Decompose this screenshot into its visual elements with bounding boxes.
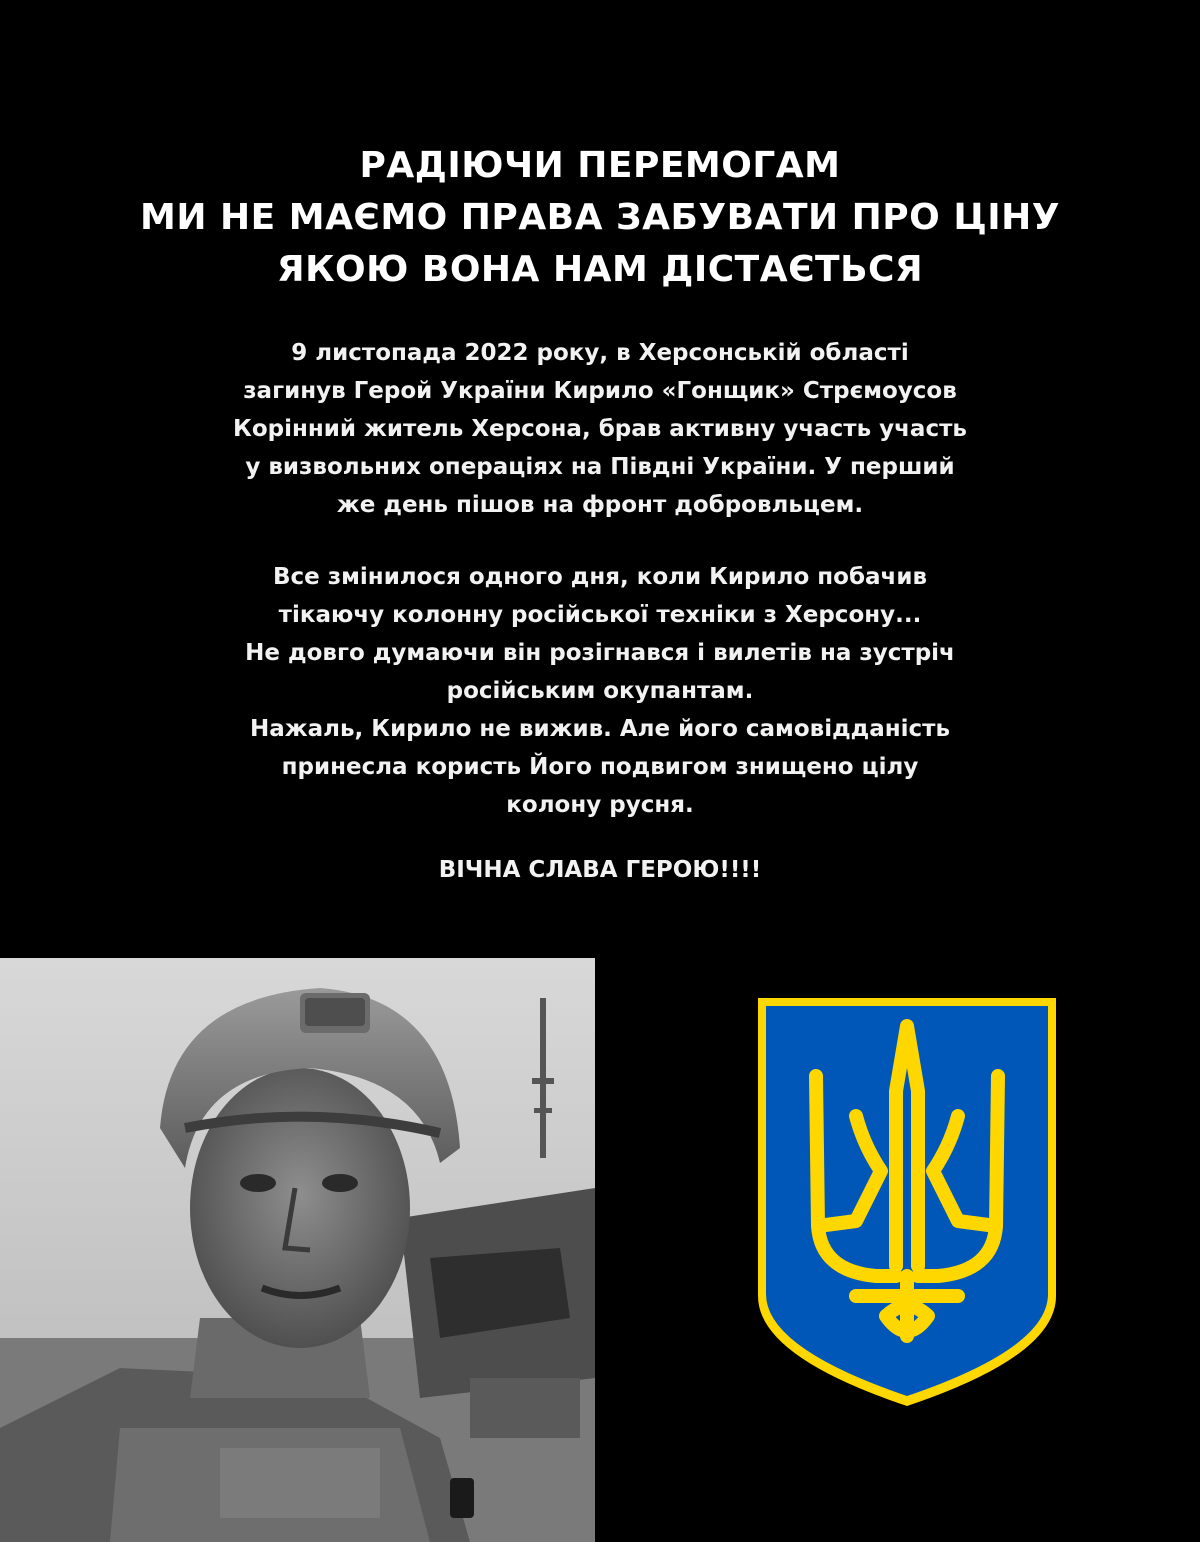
- paragraph-line: Все змінилося одного дня, коли Кирило побачив: [272, 564, 928, 590]
- paragraph-line: принесла користь Його подвигом знищено цілу: [281, 754, 919, 780]
- headline-line: РАДІЮЧИ ПЕРЕМОГАМ: [359, 145, 841, 186]
- paragraph-line: у визвольних операціях на Півдні України. У перший: [245, 454, 955, 480]
- biography-paragraph: [100, 334, 1100, 524]
- coat-of-arms-trident-icon: [756, 996, 1058, 1408]
- paragraph-line: Корінний житель Херсона, брав активну участь участь: [233, 416, 967, 442]
- soldier-portrait: [0, 958, 595, 1542]
- paragraph-line: загинув Герой України Кирило «Гонщик» Стрємоусов: [243, 378, 957, 404]
- paragraph-line: же день пішов на фронт добровльцем.: [336, 492, 864, 518]
- headline-line: ЯКОЮ ВОНА НАМ ДІСТАЄТЬСЯ: [276, 249, 924, 290]
- paragraph-line: Нажаль, Кирило не вижив. Але його самовідданість: [249, 716, 951, 742]
- paragraph-line: Не довго думаючи він розігнався і вилетів на зустріч: [245, 640, 955, 666]
- paragraph-line: колону русня.: [506, 792, 694, 818]
- paragraph-line: тікаючу колонну російської техніки з Херсону...: [278, 602, 922, 628]
- story-paragraph: [100, 558, 1100, 824]
- paragraph-line: російським окупантам.: [446, 678, 754, 704]
- headline-line: МИ НЕ МАЄМО ПРАВА ЗАБУВАТИ ПРО ЦІНУ: [140, 197, 1060, 238]
- emblem-shield: [756, 996, 1058, 1408]
- headline: [100, 140, 1100, 296]
- paragraph-line: 9 листопада 2022 року, в Херсонській області: [291, 340, 909, 366]
- closing-slogan: [100, 851, 1100, 889]
- portrait-illustration: [0, 958, 595, 1542]
- closing-line: ВІЧНА СЛАВА ГЕРОЮ!!!!: [438, 857, 762, 883]
